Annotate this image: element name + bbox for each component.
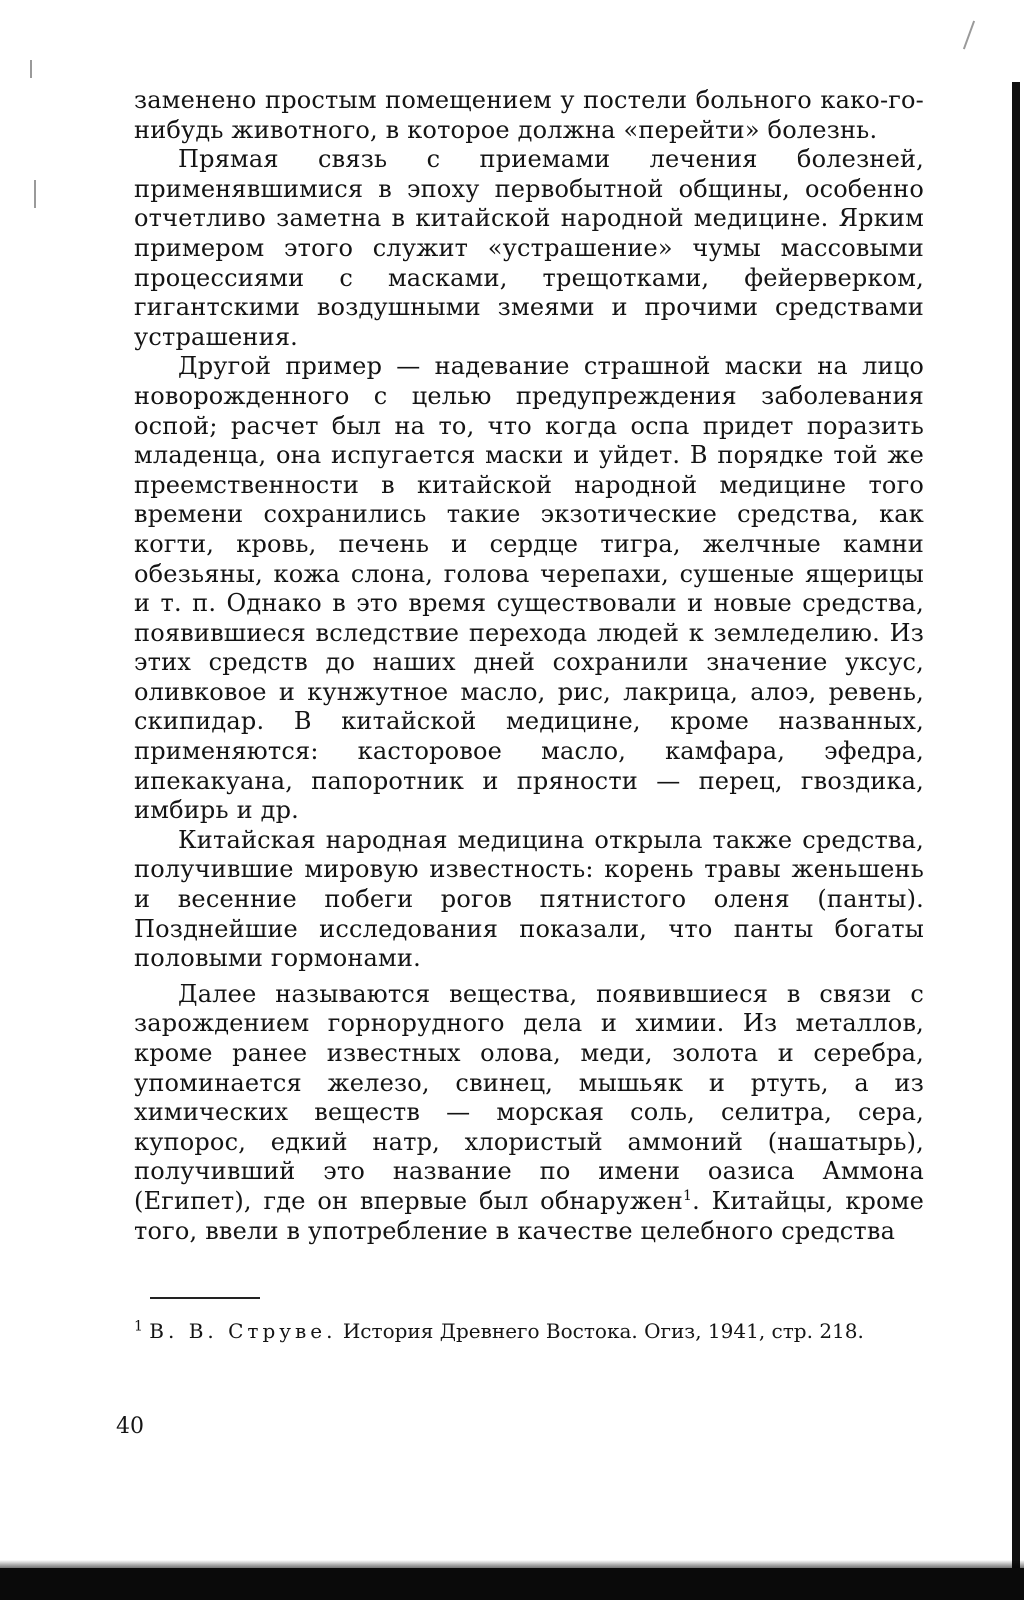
scan-bottom-border	[0, 1568, 1024, 1600]
paragraph: Прямая связь с приемами лечения болезней, применявшимися в эпоху первобытной общины, особенно отчетливо заметна в китайской народной медицине. Ярким примером этого служит «устрашение» чумы массовыми процессиями с масками, трещотками, фейерверком, гигантскими воздушными змеями и прочими средствами устрашения.	[134, 145, 924, 351]
paragraph	[134, 980, 924, 1246]
paragraph: Другой пример — надевание страшной маски на лицо новорожденного с целью предупреждения заболевания оспой; расчет был на то, что когда оспа придет поразить младенца, она испугается маски и уйдет. В порядке той же преемственности в китайской народной медицине того времени сохранились такие экзотические средства, как когти, кровь, печень и сердце тигра, желчные камни обезьяны, кожа слона, голова черепахи, сушеные ящерицы и т. п. Однако в это время существовали и новые средства, появившиеся вследствие перехода людей к земледелию. Из этих средств до наших дней сохранили значение уксус, оливковое и кунжутное масло, рис, лакрица, алоэ, ревень, скипидар. В китайской медицине, кроме названных, применяются: касторовое масло, камфара, эфедра, ипекакуана, папоротник и пряности — перец, гвоздика, имбирь и др.	[134, 352, 924, 825]
paragraph-text-continued: . Китайцы, кроме того, ввели в употребление в качестве целебного средства	[134, 1186, 924, 1245]
footnote-reference: 1	[682, 1187, 693, 1204]
page-edge-shadow	[1012, 82, 1020, 1582]
paragraph: Китайская народная медицина открыла также средства, получившие мировую известность: корень травы женьшень и весенние побеги рогов пятнистого оленя (панты). Позднейшие исследования показали, что панты богаты половыми гормонами.	[134, 825, 924, 973]
footnote-author: В. В. Струве.	[149, 1319, 337, 1343]
footnote-divider	[150, 1297, 260, 1299]
scan-speck	[963, 21, 975, 50]
footnote-text: История Древнего Востока. Огиз, 1941, стр. 218.	[336, 1319, 864, 1343]
scan-speck	[34, 180, 36, 208]
scan-speck	[30, 60, 32, 78]
paragraph-text: Далее называются вещества, появившиеся в связи с зарождением горнорудного дела и химии. Из металлов, кроме ранее известных олова, меди, золота и серебра, упоминается железо, свинец, мышьяк и ртуть, а из химических веществ — морская соль, селитра, сера, купорос, едкий натр, хлористый аммоний (нашатырь), получивший это название по имени оазиса Аммона (Египет), где он впервые был обнаружен	[134, 979, 924, 1215]
body-text	[134, 86, 924, 1246]
footnote-mark: 1	[134, 1318, 143, 1335]
scan-bottom-gradient	[0, 1560, 1024, 1568]
page-number: 40	[116, 1414, 144, 1439]
paragraph: заменено простым помещением у постели больного како-го-нибудь животного, в которое должна «перейти» болезнь.	[134, 86, 924, 144]
footnote	[134, 1319, 924, 1344]
